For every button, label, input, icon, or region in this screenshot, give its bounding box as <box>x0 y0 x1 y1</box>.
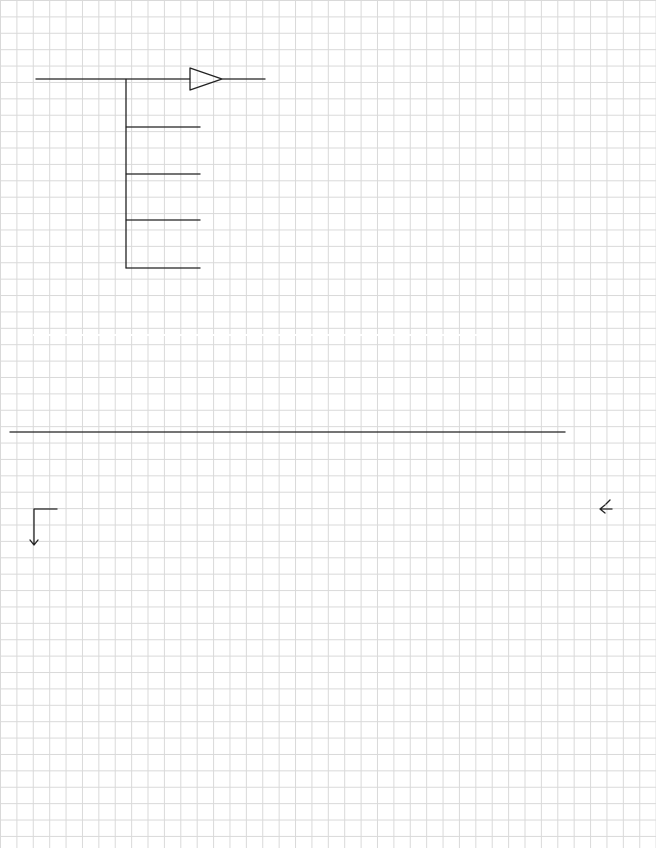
zero-input-arrow <box>600 500 612 513</box>
top-carry-arrow <box>30 509 57 545</box>
